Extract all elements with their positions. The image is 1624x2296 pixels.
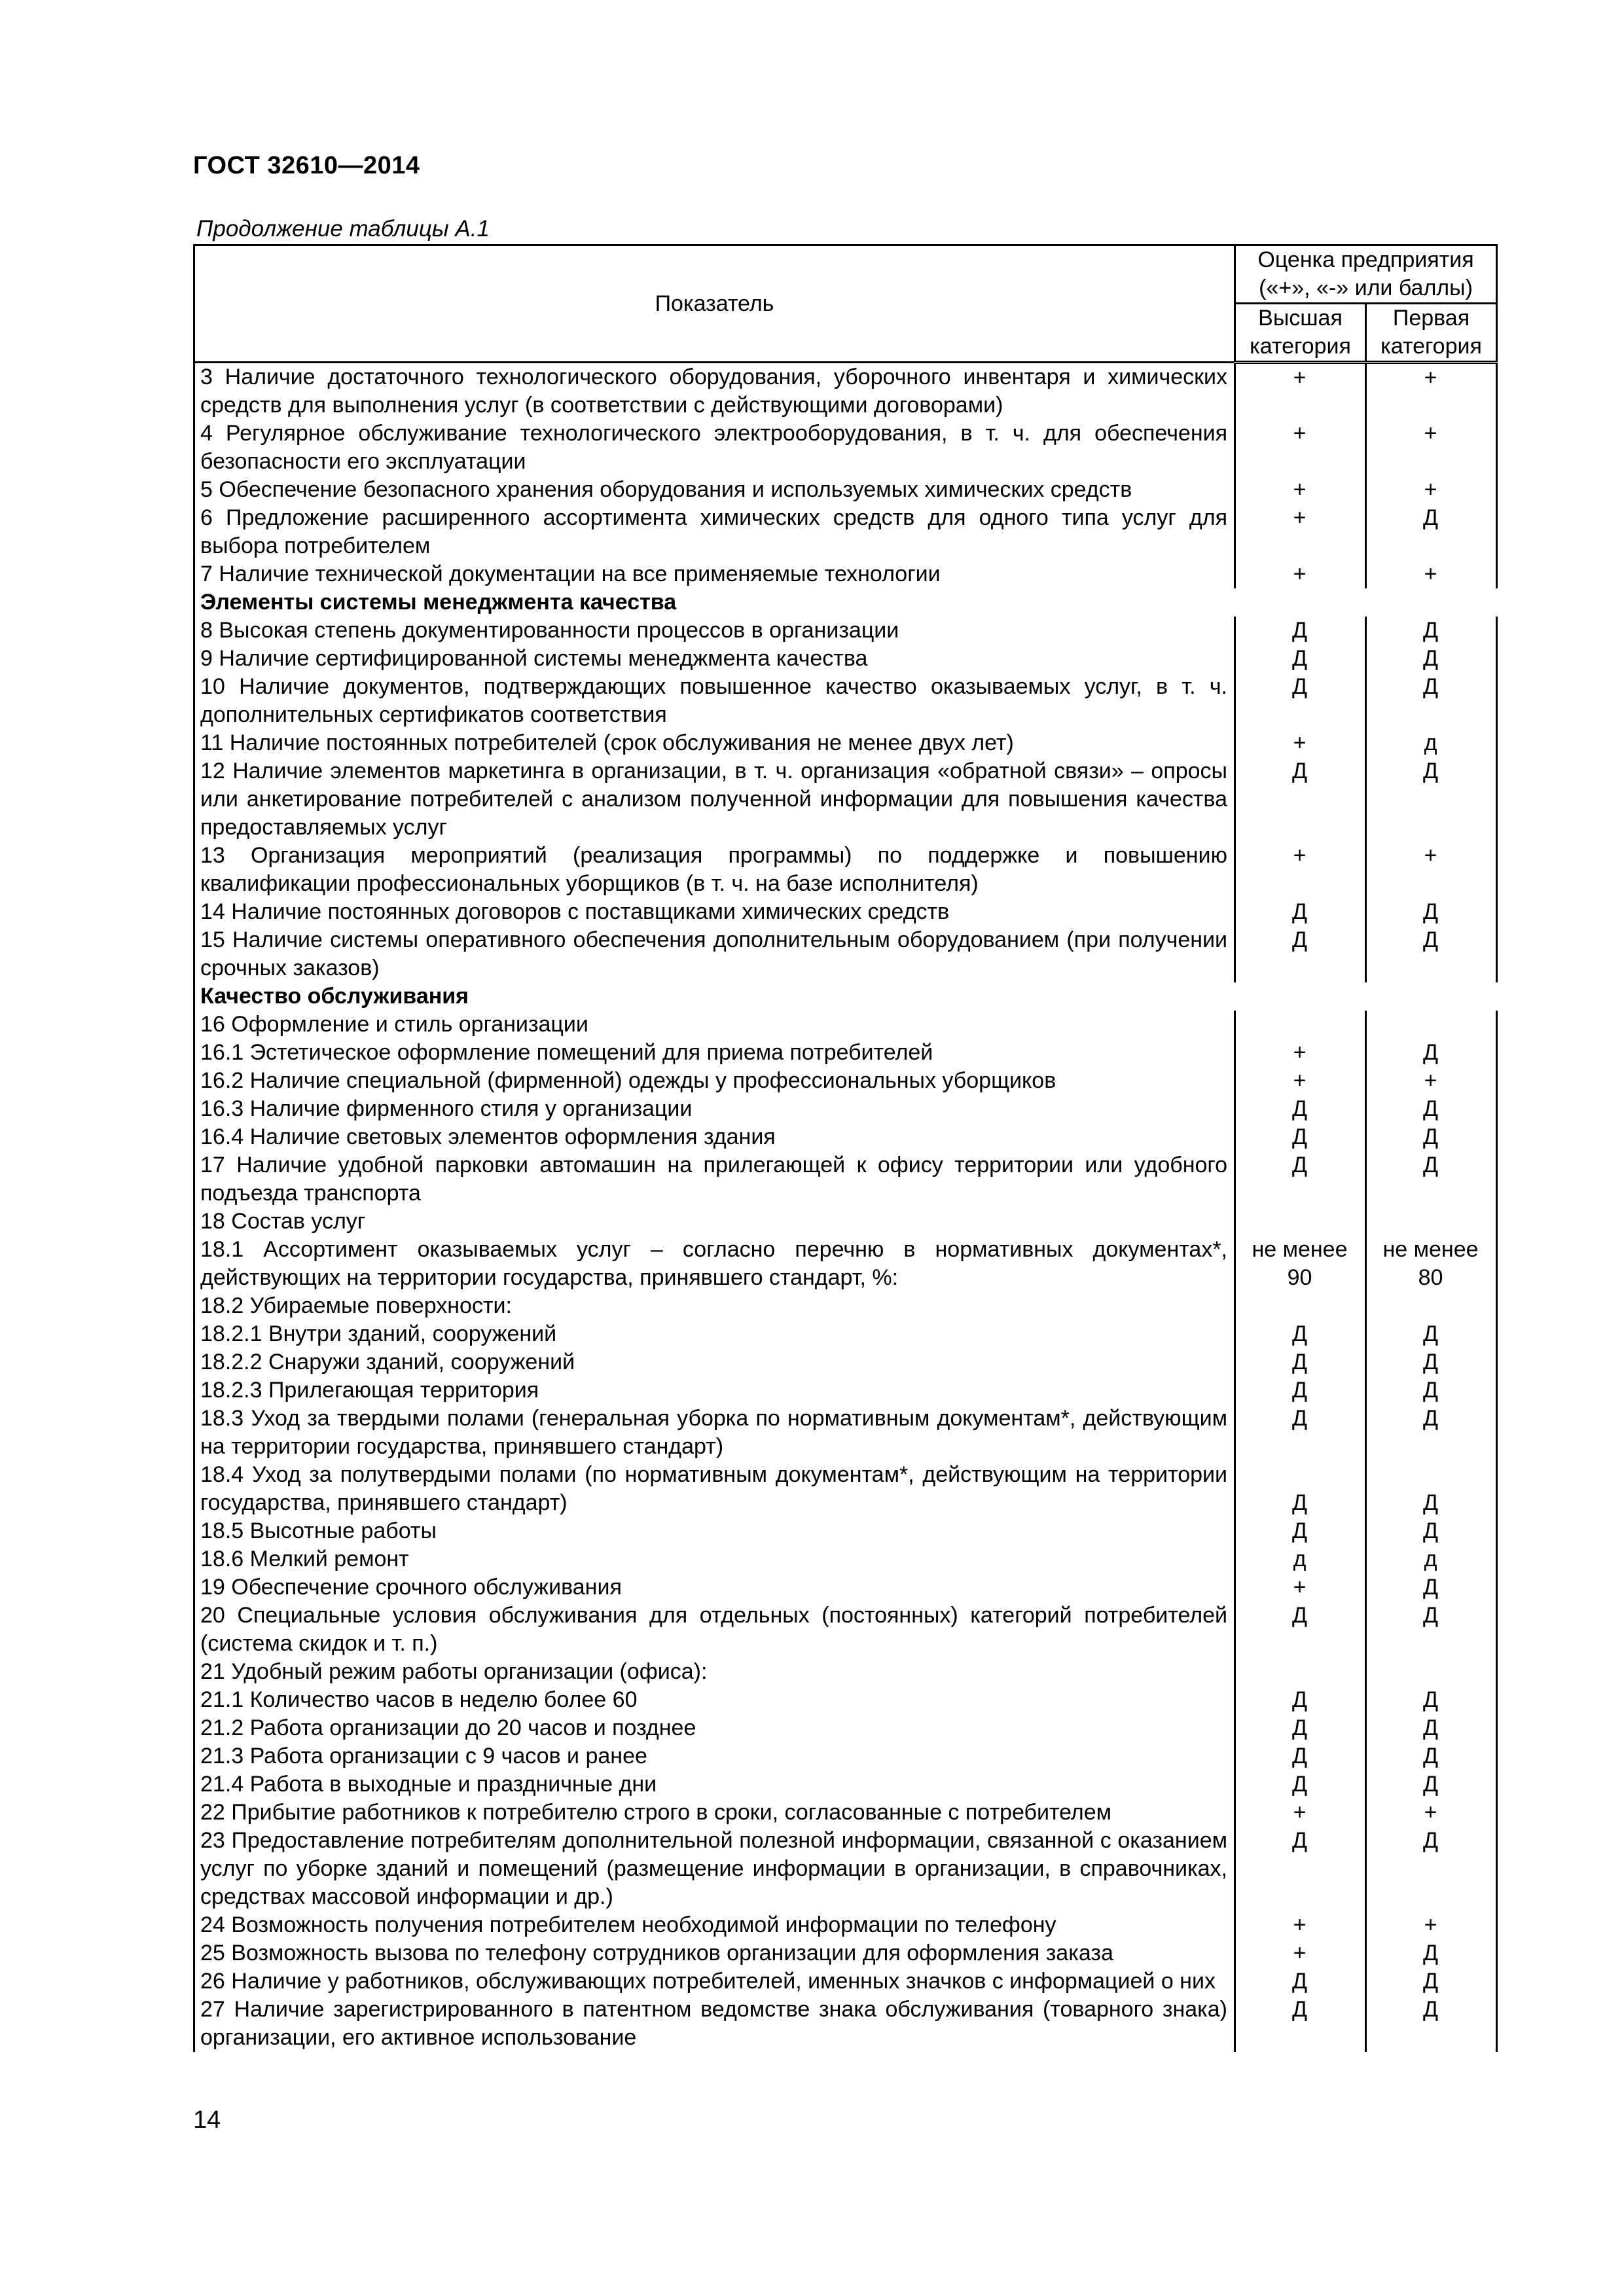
first-category-value: Д (1366, 1573, 1497, 1602)
table-row (194, 1545, 1497, 1573)
highest-category-value: Д (1235, 1827, 1366, 1911)
highest-category-value: Д (1235, 1742, 1366, 1770)
header-first-category: Первая категория (1366, 304, 1497, 363)
indicator-cell: 9 Наличие сертифицированной системы менеджмента качества (194, 645, 1235, 673)
table-row (194, 1236, 1497, 1292)
highest-category-value: Д (1235, 1602, 1366, 1658)
first-category-value: д (1366, 729, 1497, 757)
section-row (194, 588, 1497, 617)
indicator-cell: 21.4 Работа в выходные и праздничные дни (194, 1770, 1235, 1799)
indicator-cell: 18.2 Убираемые поверхности: (194, 1292, 1235, 1320)
first-category-value: + (1366, 420, 1497, 476)
highest-category-value: Д (1235, 645, 1366, 673)
indicator-cell: 7 Наличие технической документации на все применяемые технологии (194, 560, 1235, 588)
first-category-value: Д (1366, 617, 1497, 645)
table-row (194, 504, 1497, 560)
highest-category-value: + (1235, 842, 1366, 898)
indicator-cell: 15 Наличие системы оперативного обеспечения дополнительным оборудованием (при получении срочных заказов) (194, 926, 1235, 982)
table-row (194, 757, 1497, 842)
indicator-cell: 8 Высокая степень документированности процессов в организации (194, 617, 1235, 645)
highest-category-value: Д (1235, 1714, 1366, 1742)
first-category-value: Д (1366, 1039, 1497, 1067)
indicator-cell: 4 Регулярное обслуживание технологического электрооборудования, в т. ч. для обеспечения безопасности его эксплуатации (194, 420, 1235, 476)
first-category-value: Д (1366, 898, 1497, 926)
highest-category-value: д (1235, 1545, 1366, 1573)
table-row (194, 1939, 1497, 1967)
indicator-cell: 5 Обеспечение безопасного хранения оборудования и используемых химических средств (194, 476, 1235, 504)
first-category-value: Д (1366, 1770, 1497, 1799)
indicator-cell: 21 Удобный режим работы организации (офиса): (194, 1658, 1235, 1686)
table-row (194, 1686, 1497, 1714)
indicator-cell: 6 Предложение расширенного ассортимента химических средств для одного типа услуг для выбора потребителем (194, 504, 1235, 560)
table-row (194, 1911, 1497, 1939)
highest-category-value: Д (1235, 1123, 1366, 1151)
first-category-value: Д (1366, 1405, 1497, 1461)
highest-category-value: + (1235, 1039, 1366, 1067)
table-caption: Продолжение таблицы А.1 (196, 216, 490, 242)
indicator-cell: 12 Наличие элементов маркетинга в организации, в т. ч. организация «обратной связи» – опросы или анкетирование потребителей с анализом полученной информации для повышения качества предоставляемых услуг (194, 757, 1235, 842)
first-category-value: Д (1366, 1714, 1497, 1742)
highest-category-value (1235, 1292, 1366, 1320)
highest-category-value: + (1235, 729, 1366, 757)
table-row (194, 842, 1497, 898)
header-highest-category: Высшая категория (1235, 304, 1366, 363)
table-row (194, 898, 1497, 926)
highest-category-value: + (1235, 1939, 1366, 1967)
highest-category-value: Д (1235, 1770, 1366, 1799)
highest-category-value (1235, 1208, 1366, 1236)
table-row (194, 1658, 1497, 1686)
indicator-cell: 18.3 Уход за твердыми полами (генеральная уборка по нормативным документам*, действующим на территории государства, принявшего стандарт) (194, 1405, 1235, 1461)
table-row (194, 560, 1497, 588)
table-body (194, 363, 1497, 2053)
table-row (194, 1320, 1497, 1348)
table-row (194, 1714, 1497, 1742)
highest-category-value: Д (1235, 757, 1366, 842)
indicator-cell: 21.3 Работа организации с 9 часов и ранее (194, 1742, 1235, 1770)
first-category-value: Д (1366, 673, 1497, 729)
table-row (194, 617, 1497, 645)
indicator-cell: 14 Наличие постоянных договоров с поставщиками химических средств (194, 898, 1235, 926)
highest-category-value: Д (1235, 1095, 1366, 1123)
standard-title: ГОСТ 32610—2014 (193, 152, 420, 179)
indicator-cell: 18.5 Высотные работы (194, 1517, 1235, 1545)
indicator-cell: 17 Наличие удобной парковки автомашин на прилегающей к офису территории или удобного подъезда транспорта (194, 1151, 1235, 1208)
highest-category-value: + (1235, 420, 1366, 476)
table-row (194, 1461, 1497, 1517)
table-row (194, 1405, 1497, 1461)
table-row (194, 1967, 1497, 1996)
assessment-table (193, 244, 1498, 2052)
highest-category-value: + (1235, 504, 1366, 560)
first-category-value: + (1366, 1067, 1497, 1095)
highest-category-value: Д (1235, 1686, 1366, 1714)
first-category-value: + (1366, 363, 1497, 420)
first-category-value: Д (1366, 757, 1497, 842)
table-row (194, 1067, 1497, 1095)
indicator-cell: 16.3 Наличие фирменного стиля у организации (194, 1095, 1235, 1123)
highest-category-value: + (1235, 1573, 1366, 1602)
indicator-cell: 11 Наличие постоянных потребителей (срок обслуживания не менее двух лет) (194, 729, 1235, 757)
table-row (194, 1573, 1497, 1602)
table-row (194, 1376, 1497, 1405)
highest-category-value: + (1235, 363, 1366, 420)
table-row (194, 420, 1497, 476)
first-category-value: Д (1366, 926, 1497, 982)
table-row (194, 1348, 1497, 1376)
indicator-cell: 26 Наличие у работников, обслуживающих потребителей, именных значков с информацией о них (194, 1967, 1235, 1996)
indicator-cell: 19 Обеспечение срочного обслуживания (194, 1573, 1235, 1602)
highest-category-value: + (1235, 1067, 1366, 1095)
first-category-value: Д (1366, 1320, 1497, 1348)
indicator-cell: 18.1 Ассортимент оказываемых услуг – согласно перечню в нормативных документах*, действующих на территории государства, принявшего стандарт, %: (194, 1236, 1235, 1292)
first-category-value: Д (1366, 504, 1497, 560)
indicator-cell: 18.4 Уход за полутвердыми полами (по нормативным документам*, действующим на территории государства, принявшего стандарт) (194, 1461, 1235, 1517)
table-row (194, 1770, 1497, 1799)
highest-category-value: Д (1235, 926, 1366, 982)
highest-category-value: Д (1235, 1461, 1366, 1517)
first-category-value: Д (1366, 1996, 1497, 2052)
page-number: 14 (193, 2106, 221, 2134)
first-category-value (1366, 1292, 1497, 1320)
first-category-value: + (1366, 1799, 1497, 1827)
highest-category-value: Д (1235, 1996, 1366, 2052)
highest-category-value: Д (1235, 1967, 1366, 1996)
table-row (194, 1799, 1497, 1827)
indicator-cell: 16.4 Наличие световых элементов оформления здания (194, 1123, 1235, 1151)
indicator-cell: 23 Предоставление потребителям дополнительной полезной информации, связанной с оказанием услуг по уборке зданий и помещений (размещение информации в организации, в справочниках, средствах массовой информации и др.) (194, 1827, 1235, 1911)
first-category-value: Д (1366, 1461, 1497, 1517)
first-category-value: Д (1366, 1151, 1497, 1208)
first-category-value: Д (1366, 1939, 1497, 1967)
indicator-cell: 13 Организация мероприятий (реализация программы) по поддержке и повышению квалификации профессиональных уборщиков (в т. ч. на базе исполнителя) (194, 842, 1235, 898)
table-row (194, 729, 1497, 757)
highest-category-value: Д (1235, 1348, 1366, 1376)
table-row (194, 1123, 1497, 1151)
highest-category-value: Д (1235, 1376, 1366, 1405)
table-row (194, 1151, 1497, 1208)
first-category-value: не менее 80 (1366, 1236, 1497, 1292)
table-row (194, 1517, 1497, 1545)
highest-category-value: + (1235, 1911, 1366, 1939)
indicator-cell: 18 Состав услуг (194, 1208, 1235, 1236)
first-category-value: Д (1366, 1123, 1497, 1151)
indicator-cell: 22 Прибытие работников к потребителю строго в сроки, согласованные с потребителем (194, 1799, 1235, 1827)
first-category-value: Д (1366, 1348, 1497, 1376)
highest-category-value (1235, 1011, 1366, 1039)
first-category-value: + (1366, 476, 1497, 504)
indicator-cell: 3 Наличие достаточного технологического оборудования, уборочного инвентаря и химических средств для выполнения услуг (в соответствии с действующими договорами) (194, 363, 1235, 420)
section-heading: Элементы системы менеджмента качества (194, 588, 1497, 617)
first-category-value: Д (1366, 1376, 1497, 1405)
first-category-value: Д (1366, 1827, 1497, 1911)
indicator-cell: 21.2 Работа организации до 20 часов и позднее (194, 1714, 1235, 1742)
highest-category-value: Д (1235, 617, 1366, 645)
table-row (194, 1827, 1497, 1911)
indicator-cell: 10 Наличие документов, подтверждающих повышенное качество оказываемых услуг, в т. ч. дополнительных сертификатов соответствия (194, 673, 1235, 729)
table-row (194, 1742, 1497, 1770)
indicator-cell: 25 Возможность вызова по телефону сотрудников организации для оформления заказа (194, 1939, 1235, 1967)
first-category-value: Д (1366, 1967, 1497, 1996)
header-assessment: Оценка предприятия («+», «-» или баллы) (1235, 245, 1497, 304)
table-row (194, 1208, 1497, 1236)
highest-category-value: Д (1235, 898, 1366, 926)
highest-category-value: не менее 90 (1235, 1236, 1366, 1292)
first-category-value: Д (1366, 1095, 1497, 1123)
table-row (194, 1602, 1497, 1658)
indicator-cell: 16 Оформление и стиль организации (194, 1011, 1235, 1039)
table-row (194, 1292, 1497, 1320)
table-row (194, 645, 1497, 673)
table-row (194, 926, 1497, 982)
first-category-value: + (1366, 842, 1497, 898)
table-row (194, 1095, 1497, 1123)
indicator-cell: 16.1 Эстетическое оформление помещений для приема потребителей (194, 1039, 1235, 1067)
indicator-cell: 24 Возможность получения потребителем необходимой информации по телефону (194, 1911, 1235, 1939)
table-row (194, 1996, 1497, 2052)
indicator-cell: 20 Специальные условия обслуживания для отдельных (постоянных) категорий потребителей (система скидок и т. п.) (194, 1602, 1235, 1658)
indicator-cell: 18.2.3 Прилегающая территория (194, 1376, 1235, 1405)
first-category-value: д (1366, 1545, 1497, 1573)
highest-category-value: Д (1235, 1405, 1366, 1461)
first-category-value: + (1366, 1911, 1497, 1939)
indicator-cell: 18.2.2 Снаружи зданий, сооружений (194, 1348, 1235, 1376)
highest-category-value (1235, 1658, 1366, 1686)
indicator-cell: 18.6 Мелкий ремонт (194, 1545, 1235, 1573)
table-row (194, 1011, 1497, 1039)
first-category-value: + (1366, 560, 1497, 588)
first-category-value: Д (1366, 1742, 1497, 1770)
section-heading: Качество обслуживания (194, 982, 1497, 1011)
first-category-value: Д (1366, 645, 1497, 673)
indicator-cell: 18.2.1 Внутри зданий, сооружений (194, 1320, 1235, 1348)
highest-category-value: + (1235, 1799, 1366, 1827)
highest-category-value: Д (1235, 1151, 1366, 1208)
header-indicator: Показатель (194, 245, 1235, 363)
first-category-value: Д (1366, 1602, 1497, 1658)
indicator-cell: 16.2 Наличие специальной (фирменной) одежды у профессиональных уборщиков (194, 1067, 1235, 1095)
section-row (194, 982, 1497, 1011)
indicator-cell: 27 Наличие зарегистрированного в патентном ведомстве знака обслуживания (товарного знака) организации, его активное использование (194, 1996, 1235, 2052)
table-row (194, 1039, 1497, 1067)
highest-category-value: Д (1235, 1517, 1366, 1545)
highest-category-value: + (1235, 560, 1366, 588)
table-row (194, 476, 1497, 504)
indicator-cell: 21.1 Количество часов в неделю более 60 (194, 1686, 1235, 1714)
highest-category-value: Д (1235, 1320, 1366, 1348)
first-category-value (1366, 1011, 1497, 1039)
first-category-value (1366, 1658, 1497, 1686)
first-category-value: Д (1366, 1517, 1497, 1545)
first-category-value (1366, 1208, 1497, 1236)
first-category-value: Д (1366, 1686, 1497, 1714)
highest-category-value: Д (1235, 673, 1366, 729)
highest-category-value: + (1235, 476, 1366, 504)
table-row (194, 363, 1497, 420)
table-row (194, 673, 1497, 729)
